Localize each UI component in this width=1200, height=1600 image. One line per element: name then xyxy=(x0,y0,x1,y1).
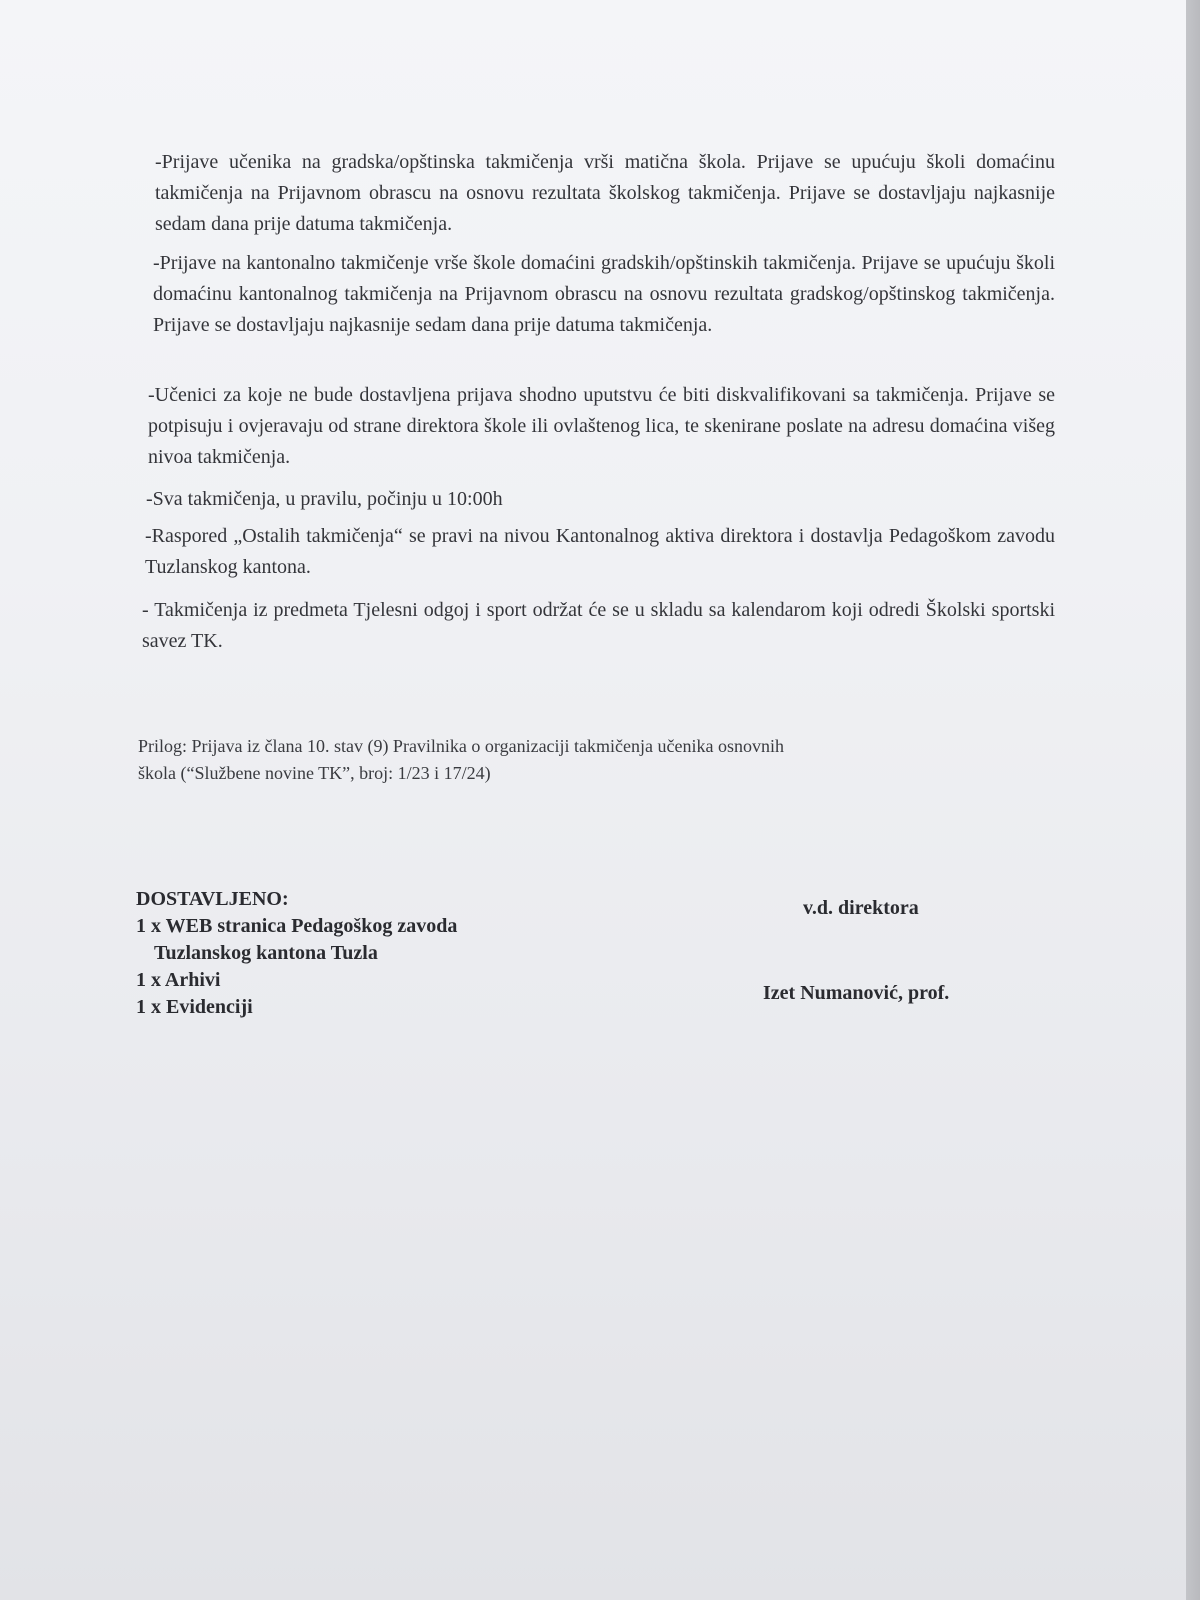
attachment-line-1: Prilog: Prijava iz člana 10. stav (9) Pravilnika o organizaciji takmičenja učenika osnovnih xyxy=(138,736,784,756)
paragraph-physical-education: - Takmičenja iz predmeta Tjelesni odgoj i sport održat će se u skladu sa kalendarom koji odredi Školski sportski savez TK. xyxy=(142,599,1055,652)
distribution-item: 1 x Arhivi xyxy=(136,969,221,991)
distribution-heading: DOSTAVLJENO: xyxy=(136,888,289,910)
paragraph-start-time: -Sva takmičenja, u pravilu, počinju u 10:00h xyxy=(146,488,503,510)
background-surface xyxy=(1186,0,1200,1600)
signature-role: v.d. direktora xyxy=(803,897,919,919)
distribution-item: 1 x Evidenciji xyxy=(136,996,253,1018)
distribution-list xyxy=(136,886,457,1021)
paragraph-applications-cantonal: -Prijave na kantonalno takmičenje vrše škole domaćini gradskih/opštinskih takmičenja. Prijave se upućuju školi domaćinu kantonalnog takmičenja na Prijavnom obrascu na osnovu rezultata gradskog/opštinskog takmičenja. Prijave se dostavljaju najkasnije sedam dana prije datuma takmičenja. xyxy=(153,252,1055,336)
paragraph-applications-city: -Prijave učenika na gradska/opštinska takmičenja vrši matična škola. Prijave se upućuju školi domaćinu takmičenja na Prijavnom obrascu na osnovu rezultata školskog takmičenja. Prijave se dostavljaju najkasnije sedam dana prije datuma takmičenja. xyxy=(155,151,1055,235)
paragraph-disqualification: -Učenici za koje ne bude dostavljena prijava shodno uputstvu će biti diskvalifikovani sa takmičenja. Prijave se potpisuju i ovjeravaju od strane direktora škole ili ovlaštenog lica, te skenirane poslate na adresu domaćina višeg nivoa takmičenja. xyxy=(148,384,1055,468)
distribution-item: 1 x WEB stranica Pedagoškog zavoda xyxy=(136,915,458,937)
signature-name: Izet Numanović, prof. xyxy=(763,982,950,1004)
distribution-item: Tuzlanskog kantona Tuzla xyxy=(154,942,378,964)
paragraph-schedule: -Raspored „Ostalih takmičenja“ se pravi na nivou Kantonalnog aktiva direktora i dostavlja Pedagoškom zavodu Tuzlanskog kantona. xyxy=(145,525,1055,578)
attachment-line-2: škola (“Službene novine TK”, broj: 1/23 i 17/24) xyxy=(138,763,491,783)
attachment-note xyxy=(138,733,958,787)
